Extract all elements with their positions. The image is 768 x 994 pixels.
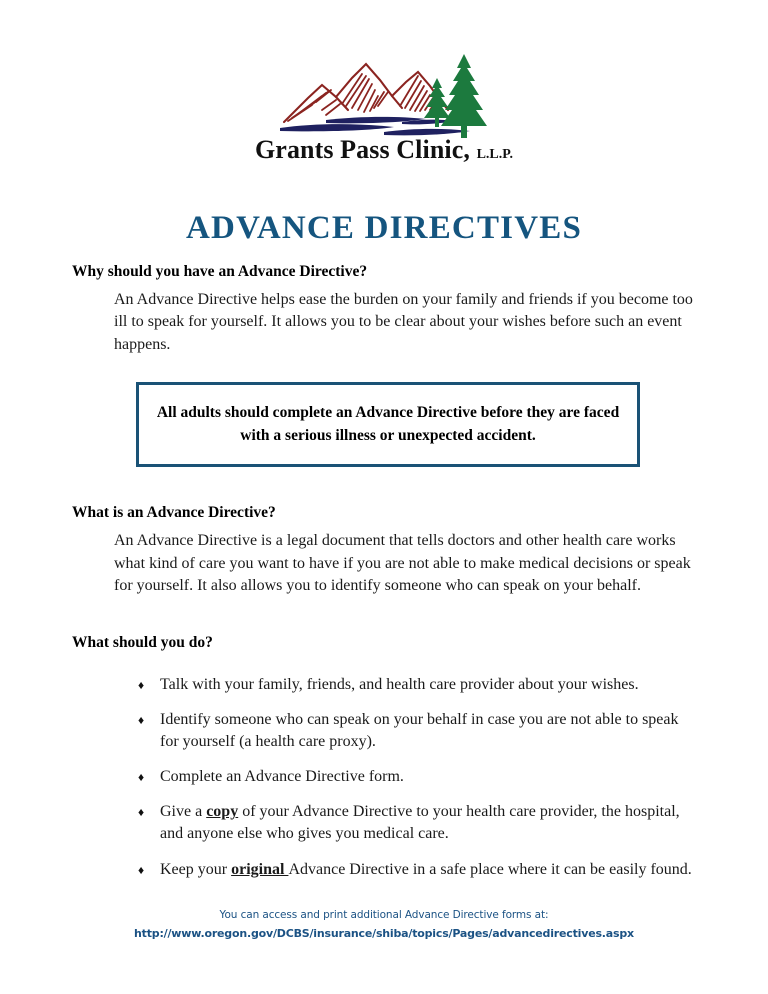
list-item-text-post: Advance Directive in a safe place where it can be easily found. — [288, 860, 692, 878]
document-body — [72, 262, 696, 881]
list-item-text-pre: Keep your — [160, 860, 232, 878]
diamond-bullet-icon: ♦ — [138, 713, 145, 728]
list-item — [138, 801, 696, 845]
list-item — [138, 859, 696, 881]
logo-wordmark — [0, 136, 768, 163]
list-item — [138, 674, 696, 696]
spacer — [72, 467, 696, 503]
diamond-bullet-icon: ♦ — [138, 805, 145, 820]
spacer — [72, 597, 696, 633]
spacer — [72, 356, 696, 382]
section-why-advance-directive — [72, 262, 696, 356]
list-item-text-post: of your Advance Directive to your health care provider, the hospital, and anyone else who gives you medical care. — [160, 803, 680, 843]
page-title: ADVANCE DIRECTIVES — [186, 210, 582, 247]
action-bullet-list — [138, 674, 696, 881]
section-body-why: An Advance Directive helps ease the burden on your family and friends if you become too ill to speak for yourself. It allows you to be clear about your wishes before such an event happens. — [114, 291, 693, 353]
list-item-text-pre: Complete an Advance Directive form. — [160, 768, 404, 786]
spacer — [72, 660, 696, 674]
diamond-bullet-icon: ♦ — [138, 678, 145, 693]
logo-wordmark-main: Grants Pass Clinic, — [254, 135, 470, 164]
section-heading-what-do: What should you do? — [72, 633, 213, 651]
list-item-text-emph: copy — [206, 803, 239, 821]
footer — [0, 908, 768, 942]
section-heading-why: Why should you have an Advance Directive? — [72, 263, 368, 280]
footer-note: You can access and print additional Advance Directive forms at: — [219, 909, 549, 921]
section-what-is-advance-directive — [72, 503, 696, 597]
list-item-text-pre: Identify someone who can speak on your behalf in case you are not able to speak for yourself (a health care proxy). — [160, 711, 679, 751]
list-item — [138, 709, 696, 753]
list-item — [138, 766, 696, 788]
list-item-text-pre: Give a — [160, 803, 207, 821]
diamond-bullet-icon: ♦ — [138, 770, 145, 785]
mountains-river-trees-logo-icon — [274, 48, 494, 140]
list-item-text-pre: Talk with your family, friends, and health care provider about your wishes. — [160, 676, 639, 694]
section-what-should-you-do — [72, 633, 696, 652]
list-item-text-emph: original — [231, 860, 289, 878]
section-body-what-is: An Advance Directive is a legal document that tells doctors and other health care works what kind of care you want to have if you are not able to make medical decisions or speak for yourself. It also allows you to identify someone who can speak on your behalf. — [114, 532, 691, 594]
callout-text: All adults should complete an Advance Directive before they are faced with a serious illness or unexpected accident. — [156, 403, 620, 444]
diamond-bullet-icon: ♦ — [138, 862, 145, 877]
footer-url[interactable]: http://www.oregon.gov/DCBS/insurance/shiba/topics/Pages/advancedirectives.aspx — [134, 926, 634, 940]
logo-wordmark-suffix: L.L.P. — [476, 147, 514, 162]
section-heading-what-is: What is an Advance Directive? — [72, 504, 276, 522]
callout-box — [136, 382, 640, 468]
clinic-logo — [0, 48, 768, 163]
